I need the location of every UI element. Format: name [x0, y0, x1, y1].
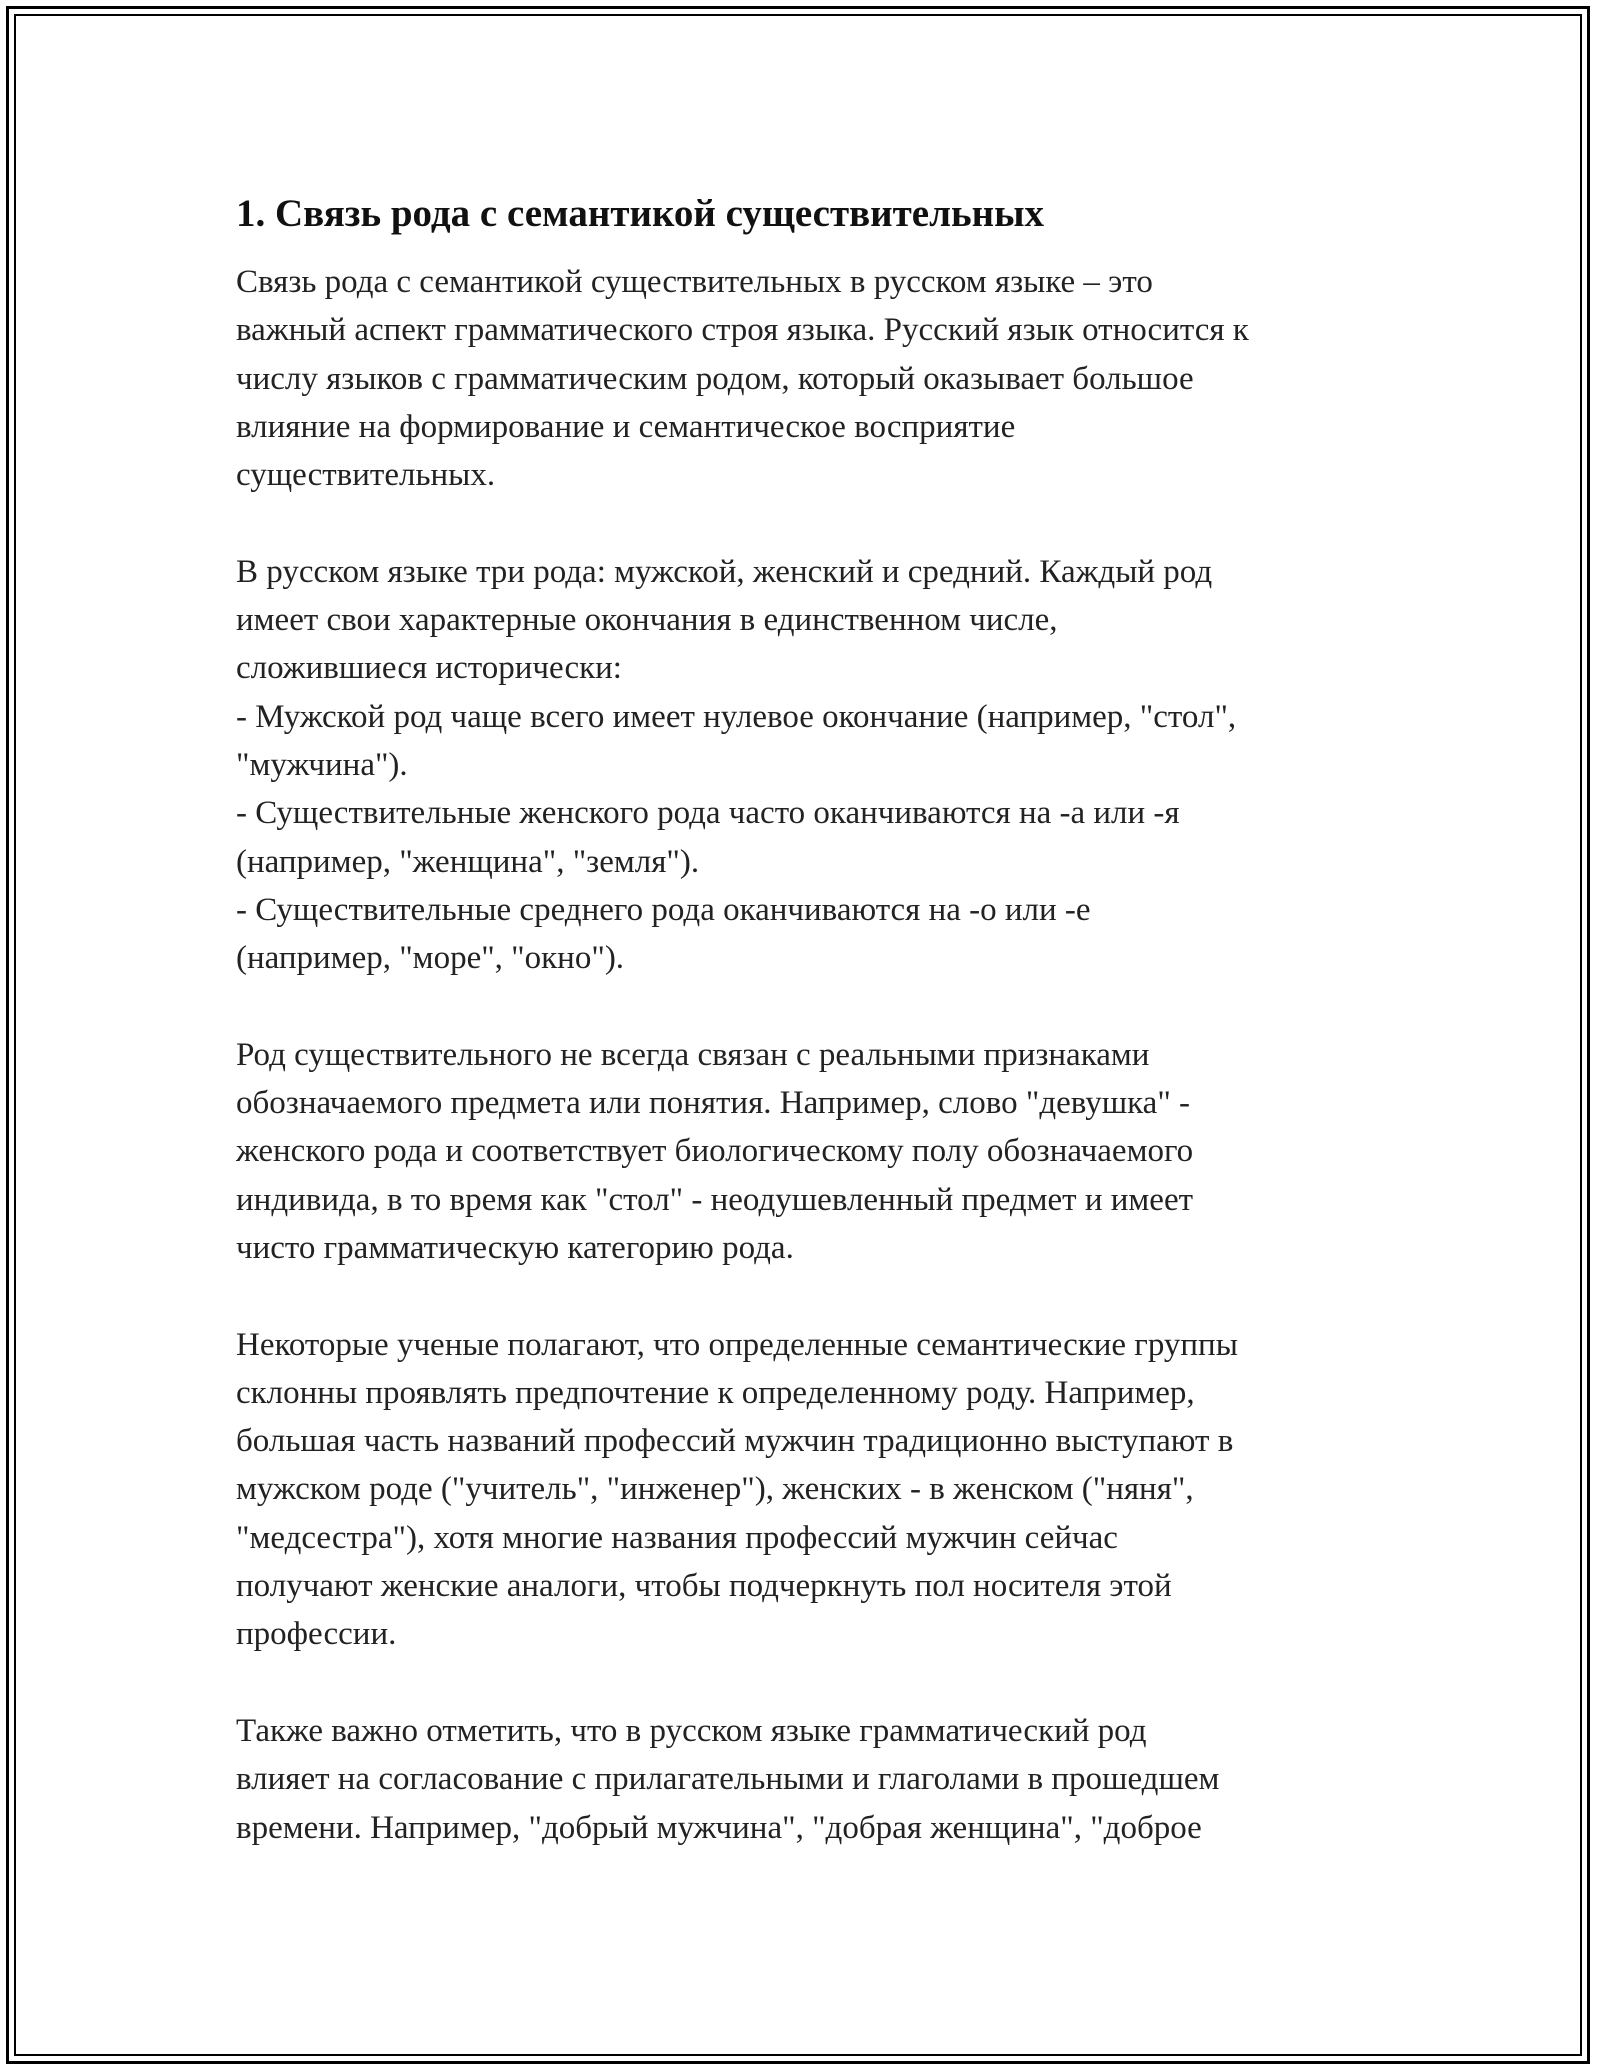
- paragraph-1: [236, 258, 1396, 499]
- paragraph-line: Также важно отметить, что в русском языке грамматический род: [236, 1712, 1147, 1749]
- section-heading: 1. Связь рода с семантикой существительных: [236, 192, 1045, 235]
- paragraph-4: [236, 1321, 1396, 1659]
- paragraph-line: Некоторые ученые полагают, что определенные семантические группы: [236, 1326, 1238, 1363]
- paragraph-line: влияет на согласование с прилагательными и глаголами в прошедшем: [236, 1761, 1220, 1798]
- paragraph-line: Связь рода с семантикой существительных в русском языке – это: [236, 264, 1153, 300]
- paragraph-line: обозначаемого предмета или понятия. Например, слово "девушка" -: [236, 1085, 1191, 1122]
- paragraph-line: времени. Например, "добрый мужчина", "добрая женщина", "доброе: [236, 1809, 1202, 1846]
- list-item-masculine: - Мужской род чаще всего имеет нулевое окончание (например, "стол",: [236, 698, 1237, 735]
- paragraph-line: получают женские аналоги, чтобы подчеркнуть пол носителя этой: [236, 1568, 1172, 1605]
- paragraph-line: имеет свои характерные окончания в единственном числе,: [236, 602, 1058, 639]
- paragraph-2: [236, 548, 1396, 983]
- paragraph-line: влияние на формирование и семантическое восприятие: [236, 408, 1016, 445]
- paragraph-line: (например, "женщина", "земля").: [236, 843, 700, 880]
- paragraph-5: [236, 1707, 1396, 1852]
- paragraph-line: склонны проявлять предпочтение к определенному роду. Например,: [236, 1374, 1195, 1411]
- paragraph-line: "мужчина").: [236, 746, 408, 783]
- paragraph-line: женского рода и соответствует биологическому полу обозначаемого: [236, 1133, 1194, 1170]
- paragraph-line: "медсестра"), хотя многие названия профессий мужчин сейчас: [236, 1519, 1118, 1556]
- list-item-feminine: - Существительные женского рода часто оканчиваются на -а или -я: [236, 795, 1180, 832]
- paragraph-line: профессии.: [236, 1616, 397, 1653]
- paragraph-line: индивида, в то время как "стол" - неодушевленный предмет и имеет: [236, 1181, 1194, 1218]
- paragraph-line: числу языков с грамматическим родом, который оказывает большое: [236, 360, 1194, 397]
- list-item-neuter: - Существительные среднего рода оканчиваются на -о или -е: [236, 891, 1091, 928]
- paragraph-line: чисто грамматическую категорию рода.: [236, 1229, 794, 1266]
- paragraph-line: сложившиеся исторически:: [236, 650, 622, 687]
- paragraph-line: Род существительного не всегда связан с реальными признаками: [236, 1036, 1150, 1073]
- paragraph-line: (например, "море", "окно").: [236, 940, 625, 977]
- document-body: [236, 186, 1396, 1900]
- paragraph-line: мужском роде ("учитель", "инженер"), женских - в женском ("няня",: [236, 1471, 1194, 1508]
- paragraph-line: большая часть названий профессий мужчин традиционно выступают в: [236, 1423, 1234, 1460]
- paragraph-3: [236, 1031, 1396, 1272]
- paragraph-line: В русском языке три рода: мужской, женский и средний. Каждый род: [236, 553, 1213, 590]
- paragraph-line: существительных.: [236, 457, 496, 494]
- paragraph-line: важный аспект грамматического строя языка. Русский язык относится к: [236, 312, 1249, 349]
